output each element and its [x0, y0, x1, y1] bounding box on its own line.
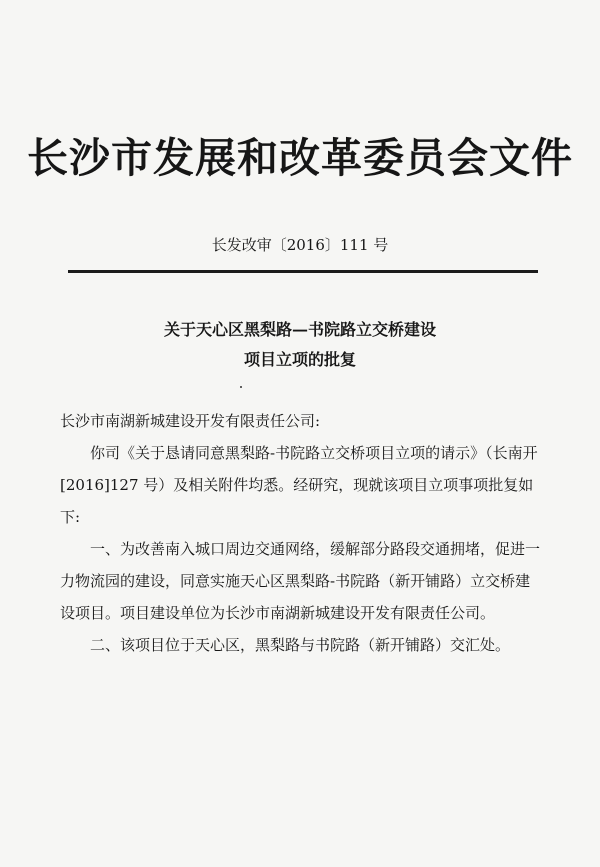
body-paragraph: 你司《关于恳请同意黑梨路-书院路立交桥项目立项的请示》（长南开[2016]127 号）及相关附件均悉。经研究，现就该项目立项事项批复如下:: [60, 444, 538, 526]
subject-line-2: 项目立项的批复: [243, 350, 356, 369]
subject-line-1: 关于天心区黑梨路—书院路立交桥建设: [163, 320, 436, 339]
document-subject: [0, 315, 600, 375]
header-divider: [68, 270, 538, 273]
body-paragraph: 二、该项目位于天心区，黑梨路与书院路（新开铺路）交汇处。: [90, 636, 511, 654]
document-header-title: 长沙市发展和改革委员会文件: [27, 134, 573, 182]
body-paragraph: 一、为改善南入城口周边交通网络，缓解部分路段交通拥堵，促进一力物流园的建设，同意实施天心区黑梨路-书院路（新开铺路）立交桥建设项目。项目建设单位为长沙市南湖新城建设开发有限责任公司。: [60, 540, 541, 622]
document-number: 长发改审〔2016〕111 号: [211, 236, 389, 254]
recipient-line: 长沙市南湖新城建设开发有限责任公司:: [60, 412, 321, 430]
document-body: [60, 405, 540, 661]
scan-speck: [240, 386, 242, 388]
